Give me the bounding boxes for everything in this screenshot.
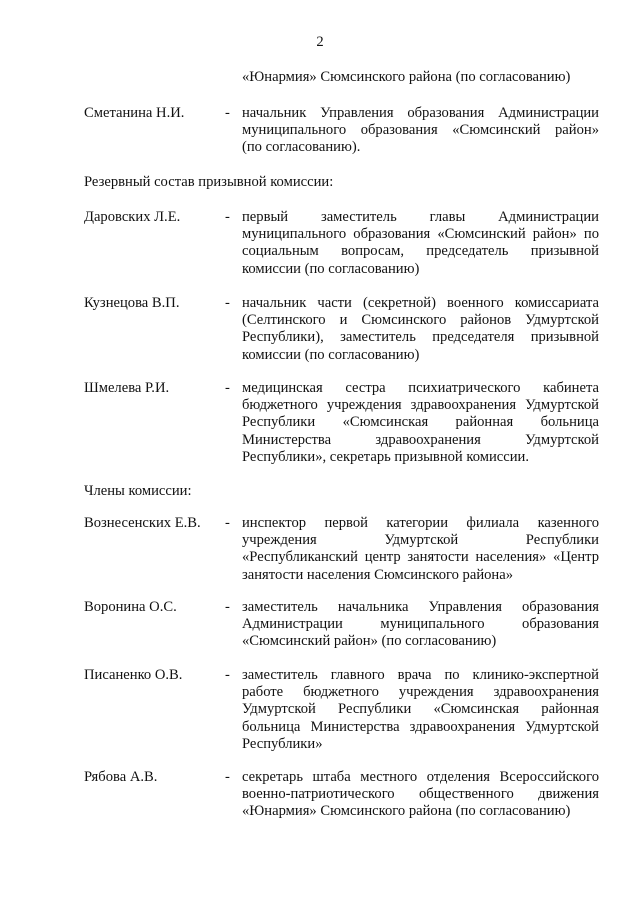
desc-line: Удмуртской Республики «Сюмсинская районная [242, 701, 599, 718]
desc-line: Министерства здравоохранения Удмуртской [242, 431, 599, 448]
desc-line: учреждения Удмуртской Республики [242, 532, 599, 549]
desc-line: муниципального образования «Сюмсинский район» [242, 122, 599, 139]
desc-line: начальник части (секретной) военного комиссариата [242, 295, 599, 311]
entry-name: Кузнецова В.П. [84, 295, 180, 311]
desc-line: комиссии (по согласованию) [242, 346, 420, 363]
entry-name: Даровских Л.Е. [84, 209, 181, 225]
desc-line: медицинская сестра психиатрического кабинета [242, 380, 599, 396]
desc-line: социальным вопросам, председатель призывной [242, 243, 599, 260]
desc-line: Администрации муниципального образования [242, 616, 599, 633]
desc-line: бюджетного учреждения здравоохранения Удмуртской [242, 397, 599, 414]
entry-name: Воронина О.С. [84, 599, 177, 615]
entry-dash: - [225, 599, 230, 615]
section-heading-reserve: Резервный состав призывной комиссии: [84, 174, 334, 190]
entry-name: Рябова А.В. [84, 769, 158, 785]
desc-line: «Сюмсинский район» (по согласованию) [242, 633, 497, 650]
entry-name: Шмелева Р.И. [84, 380, 170, 396]
section-heading-members: Члены комиссии: [84, 483, 192, 499]
continuation-line: «Юнармия» Сюмсинского района (по согласованию) [242, 69, 571, 85]
desc-line: первый заместитель главы Администрации [242, 209, 599, 225]
desc-line: (Селтинского и Сюмсинского районов Удмуртской [242, 312, 599, 329]
desc-line: муниципального образования «Сюмсинский район» по [242, 226, 599, 243]
entry-description [242, 769, 599, 821]
entry-description [242, 599, 599, 651]
entry-name: Писаненко О.В. [84, 667, 183, 683]
desc-line: занятости населения Сюмсинского района» [242, 566, 514, 583]
entry-dash: - [225, 209, 230, 225]
desc-line: комиссии (по согласованию) [242, 260, 420, 277]
entry-name: Вознесенских Е.В. [84, 515, 201, 531]
desc-line: «Юнармия» Сюмсинского района (по согласованию) [242, 803, 571, 820]
desc-line: работе бюджетного учреждения здравоохранения [242, 684, 599, 701]
entry-description [242, 515, 599, 584]
desc-line: больница Министерства здравоохранения Удмуртской [242, 718, 599, 735]
entry-dash: - [225, 105, 230, 121]
entry-description [242, 105, 599, 157]
desc-line: Республики» [242, 735, 323, 752]
entry-dash: - [225, 515, 230, 531]
entry-dash: - [225, 295, 230, 311]
entry-description [242, 209, 599, 278]
desc-line: Республики), заместитель председателя призывной [242, 329, 599, 346]
desc-line: начальник Управления образования Администрации [242, 105, 599, 121]
desc-line: «Республиканский центр занятости населения» «Центр [242, 549, 599, 566]
desc-line: инспектор первой категории филиала казенного [242, 515, 599, 531]
page-number: 2 [316, 34, 324, 50]
entry-dash: - [225, 380, 230, 396]
entry-dash: - [225, 667, 230, 683]
desc-line: секретарь штаба местного отделения Всероссийского [242, 769, 599, 785]
desc-line: Республики «Сюмсинская районная больница [242, 414, 599, 431]
entry-description [242, 380, 599, 466]
entry-description [242, 667, 599, 753]
entry-description [242, 295, 599, 364]
desc-line: заместитель главного врача по клинико-экспертной [242, 667, 599, 683]
desc-line: заместитель начальника Управления образования [242, 599, 599, 615]
desc-line: военно-патриотического общественного движения [242, 786, 599, 803]
entry-name: Сметанина Н.И. [84, 105, 185, 121]
desc-line: Республики», секретарь призывной комиссии. [242, 448, 530, 465]
desc-line: (по согласованию). [242, 139, 361, 156]
entry-dash: - [225, 769, 230, 785]
